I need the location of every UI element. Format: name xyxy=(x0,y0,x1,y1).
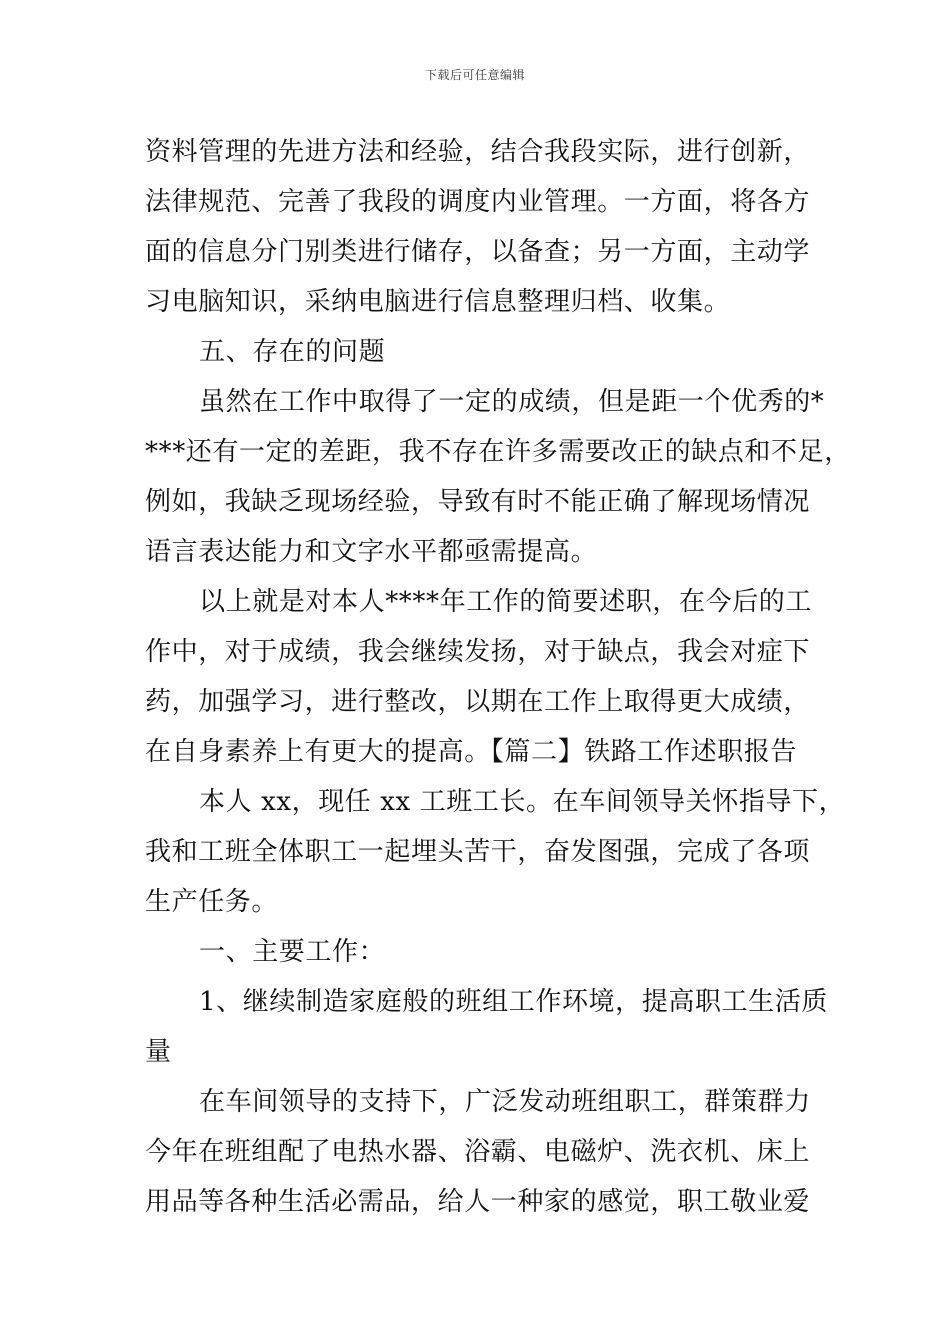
text-line: 例如，我缺乏现场经验，导致有时不能正确了解现场情况 xyxy=(145,487,811,517)
section-heading: 一、主要工作： xyxy=(199,937,386,967)
text-line: 在车间领导的支持下，广泛发动班组职工，群策群力 xyxy=(199,1087,811,1117)
text-line: 本人 xx，现任 xx 工班工长。在车间领导关怀指导下， xyxy=(199,787,846,817)
text-line: 资料管理的先进方法和经验，结合我段实际，进行创新， xyxy=(145,137,811,167)
text-line: 在自身素养上有更大的提高。【篇二】铁路工作述职报告 xyxy=(145,737,798,767)
text-line: 语言表达能力和文字水平都亟需提高。 xyxy=(145,537,598,567)
text-line: 法律规范、完善了我段的调度内业管理。一方面，将各方 xyxy=(145,187,811,217)
text-line: 药，加强学习，进行整改，以期在工作上取得更大成绩， xyxy=(145,687,811,717)
section-heading: 五、存在的问题 xyxy=(199,337,386,367)
text-line: ***还有一定的差距，我不存在许多需要改正的缺点和不足， xyxy=(145,437,851,467)
text-line: 习电脑知识，采纳电脑进行信息整理归档、收集。 xyxy=(145,287,731,317)
text-line: 1、继续制造家庭般的班组工作环境，提高职工生活质 xyxy=(199,987,828,1017)
text-line: 以上就是对本人****年工作的简要述职，在今后的工 xyxy=(199,587,813,617)
text-line: 今年在班组配了电热水器、浴霸、电磁炉、洗衣机、床上 xyxy=(145,1137,811,1167)
header-note: 下载后可任意编辑 xyxy=(424,68,525,82)
text-line: 量 xyxy=(145,1037,172,1067)
document-body xyxy=(145,127,851,1227)
text-line: 虽然在工作中取得了一定的成绩，但是距一个优秀的* xyxy=(199,387,825,417)
text-line: 生产任务。 xyxy=(145,887,279,917)
text-line: 作中，对于成绩，我会继续发扬，对于缺点，我会对症下 xyxy=(145,637,811,667)
text-line: 用品等各种生活必需品，给人一种家的感觉，职工敬业爱 xyxy=(145,1187,811,1217)
text-line: 我和工班全体职工一起埋头苦干，奋发图强，完成了各项 xyxy=(145,837,811,867)
text-line: 面的信息分门别类进行储存，以备查；另一方面，主动学 xyxy=(145,237,811,267)
